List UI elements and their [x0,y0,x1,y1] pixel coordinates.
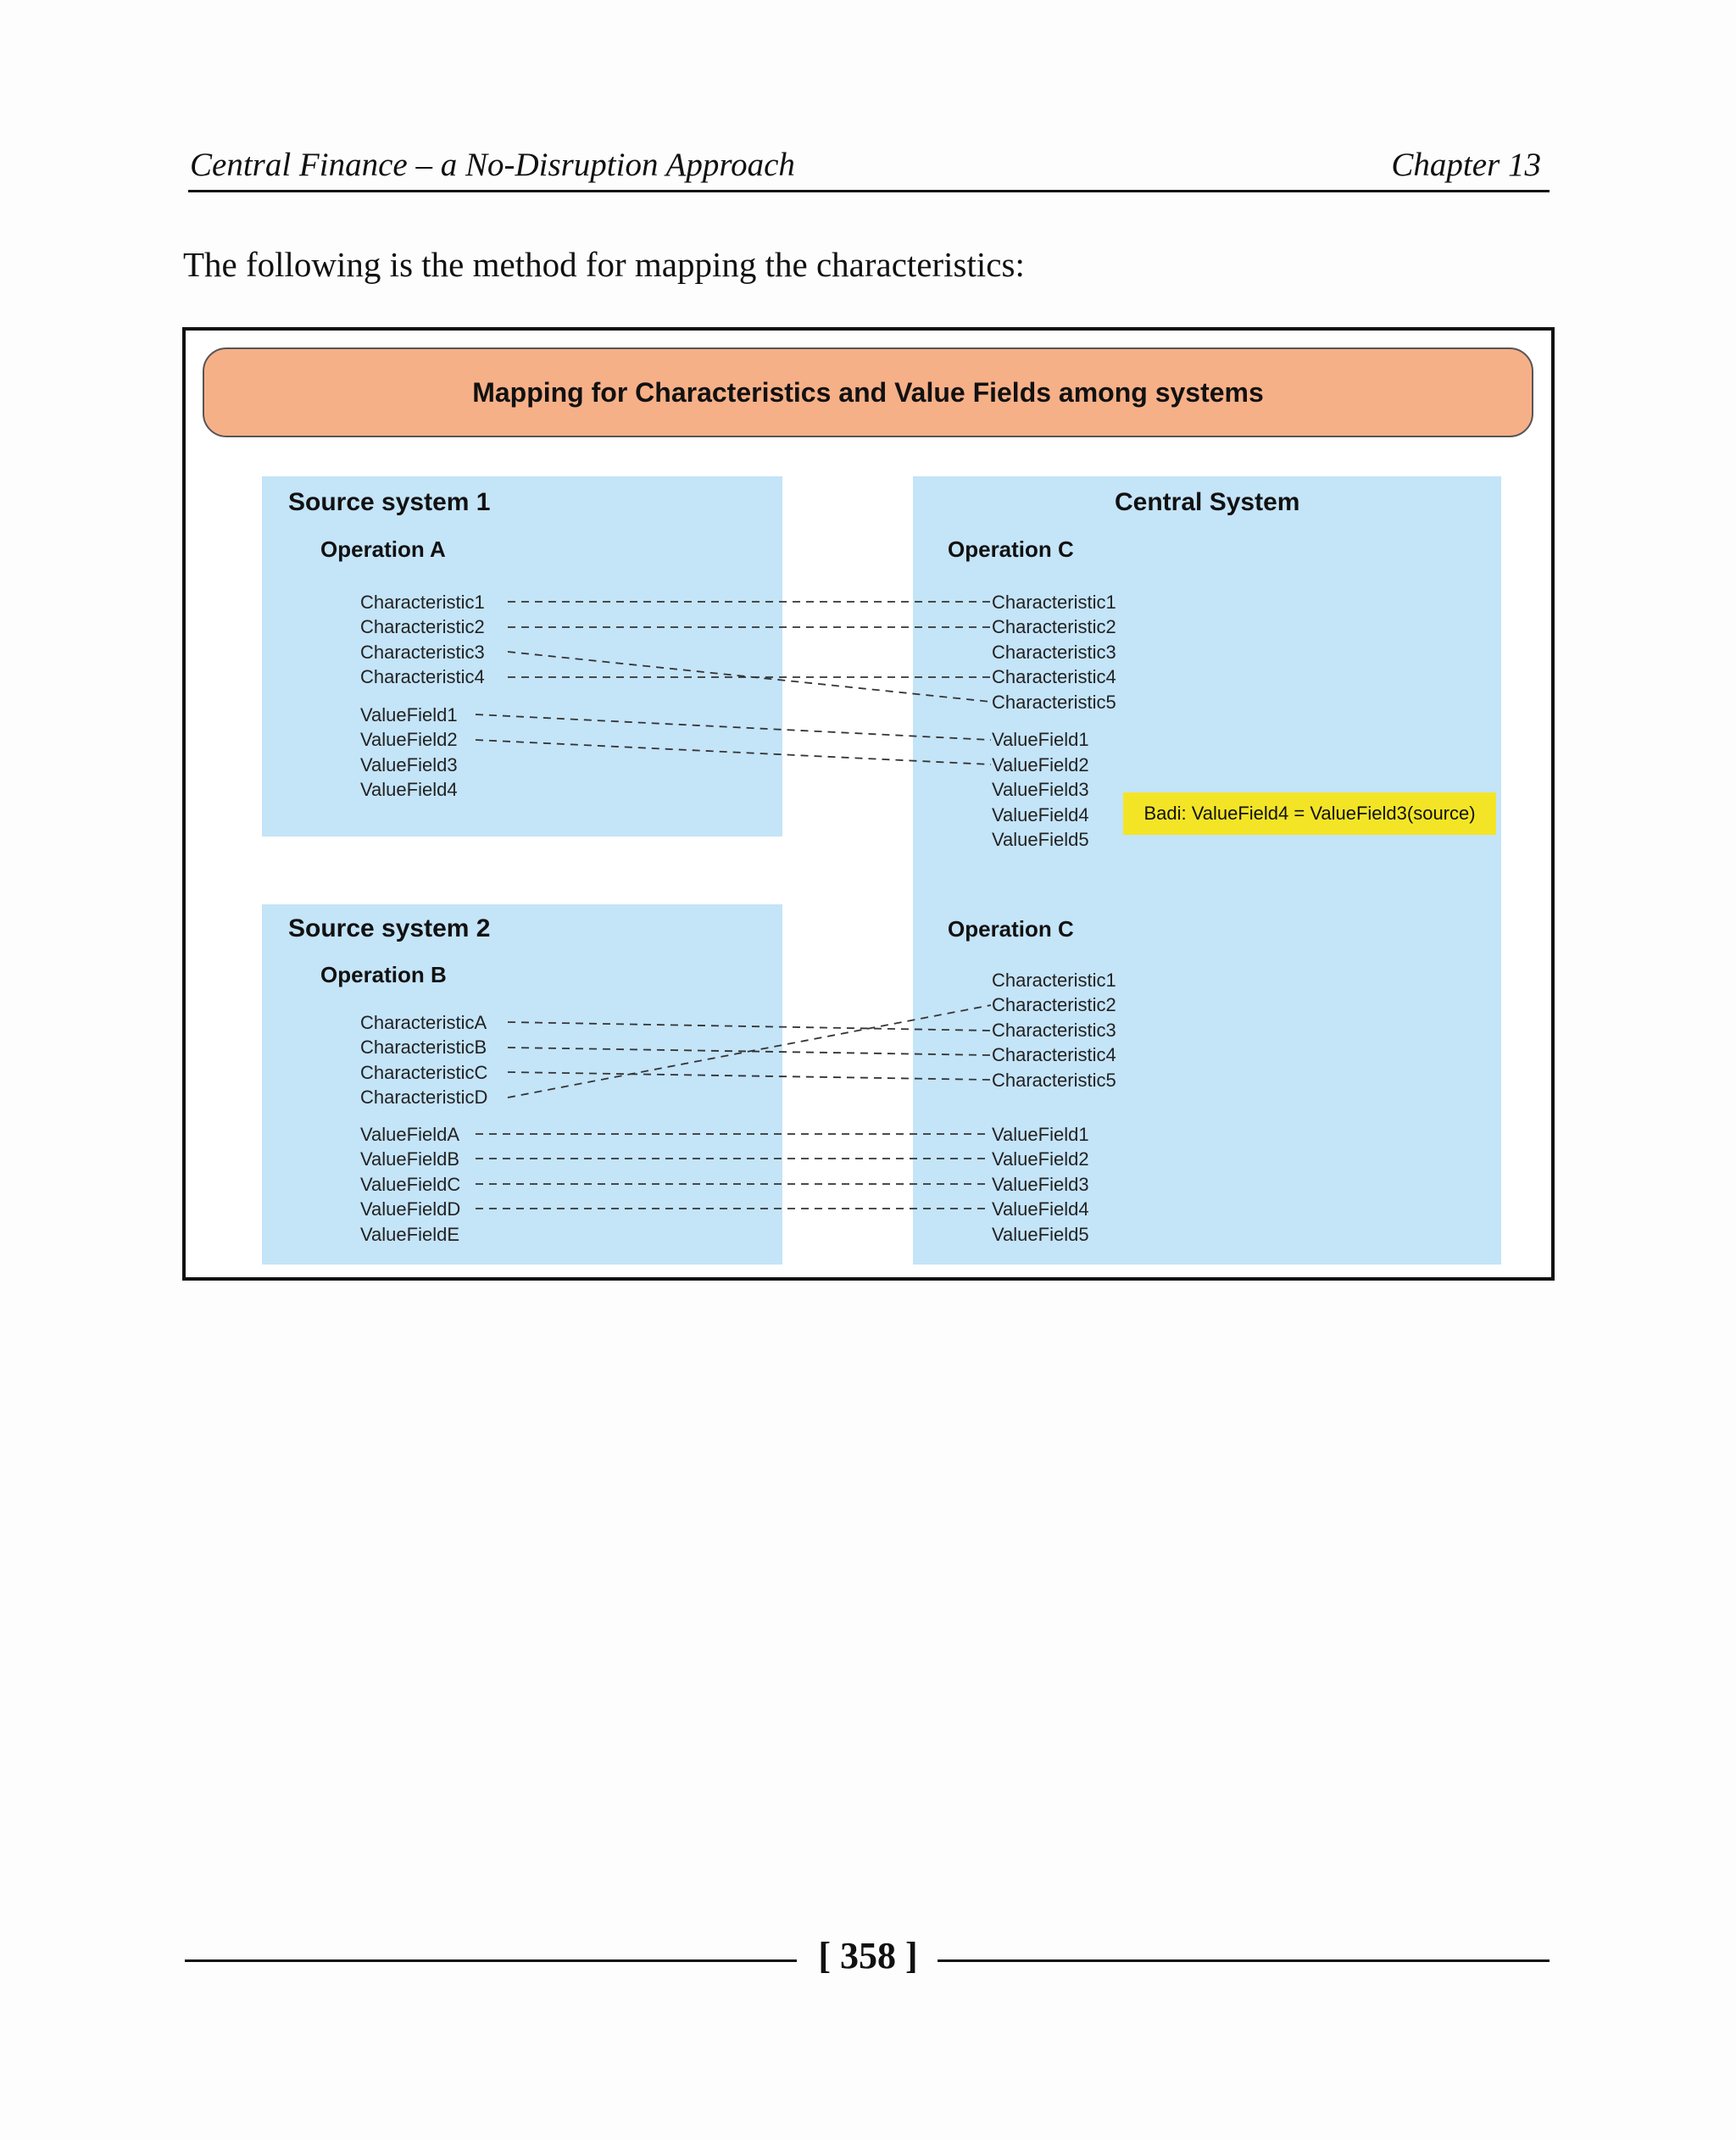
central-upper-value-field-5: ValueField5 [992,829,1089,850]
page-number: [ 358 ] [818,1935,918,1976]
central-lower-characteristic-3: Characteristic3 [992,1020,1116,1041]
central-lower-value-field-1: ValueField1 [992,1124,1089,1145]
figure-title: Mapping for Characteristics and Value Fields among systems [203,347,1533,437]
s2-characteristic-c: CharacteristicC [360,1062,488,1083]
central-lower-characteristic-2: Characteristic2 [992,994,1116,1015]
connector-s2-charD [508,1005,991,1098]
s2-value-field-c: ValueFieldC [360,1174,461,1195]
central-lower-characteristic-5: Characteristic5 [992,1070,1116,1091]
central-lower-value-field-5: ValueField5 [992,1224,1089,1245]
central-upper-characteristic-5: Characteristic5 [992,692,1116,713]
s1-value-field-2: ValueField2 [360,729,458,750]
s1-characteristic-2: Characteristic2 [360,616,485,637]
central-lower-value-field-3: ValueField3 [992,1174,1089,1195]
central-system-title: Central System [1115,488,1300,516]
s2-characteristic-a: CharacteristicA [360,1012,487,1033]
central-lower-characteristic-1: Characteristic1 [992,970,1116,991]
central-lower-value-field-2: ValueField2 [992,1148,1089,1170]
s1-characteristic-4: Characteristic4 [360,666,485,687]
operation-a-label: Operation A [320,536,446,562]
book-title: Central Finance – a No-Disruption Approach [190,147,795,183]
footer-rule-left [185,1959,797,1962]
footer-rule-right [938,1959,1550,1962]
central-upper-characteristic-3: Characteristic3 [992,642,1116,663]
s2-characteristic-d: CharacteristicD [360,1087,488,1108]
central-lower-value-field-4: ValueField4 [992,1198,1089,1220]
central-upper-characteristic-1: Characteristic1 [992,592,1116,613]
central-upper-characteristic-2: Characteristic2 [992,616,1116,637]
connector-s1-vf1 [476,714,991,740]
badi-note: Badi: ValueField4 = ValueField3(source) [1123,792,1496,835]
chapter-label: Chapter 13 [1391,147,1541,183]
s1-characteristic-1: Characteristic1 [360,592,485,613]
s1-value-field-1: ValueField1 [360,704,458,725]
connector-s2-charA [508,1022,991,1031]
s2-value-field-b: ValueFieldB [360,1148,459,1170]
s1-value-field-3: ValueField3 [360,754,458,775]
source-system-2-title: Source system 2 [288,914,491,942]
s2-value-field-d: ValueFieldD [360,1198,461,1220]
s1-value-field-4: ValueField4 [360,779,458,800]
mapping-figure [182,327,1555,1281]
operation-b-label: Operation B [320,962,447,987]
source-system-1-title: Source system 1 [288,488,491,516]
running-header [188,142,1550,192]
central-upper-value-field-2: ValueField2 [992,754,1089,775]
central-upper-value-field-3: ValueField3 [992,779,1089,800]
central-operation-c-lower: Operation C [948,916,1074,942]
s2-characteristic-b: CharacteristicB [360,1037,487,1058]
central-lower-characteristic-4: Characteristic4 [992,1044,1116,1065]
connector-s1-vf2 [476,740,991,764]
connector-s2-charC [508,1072,991,1080]
central-upper-value-field-4: ValueField4 [992,804,1089,825]
s2-value-field-e: ValueFieldE [360,1224,459,1245]
central-upper-value-field-1: ValueField1 [992,729,1089,750]
intro-paragraph: The following is the method for mapping the characteristics: [183,245,1025,284]
central-upper-characteristic-4: Characteristic4 [992,666,1116,687]
s1-characteristic-3: Characteristic3 [360,642,485,663]
s2-value-field-a: ValueFieldA [360,1124,459,1145]
central-operation-c-upper: Operation C [948,536,1074,562]
